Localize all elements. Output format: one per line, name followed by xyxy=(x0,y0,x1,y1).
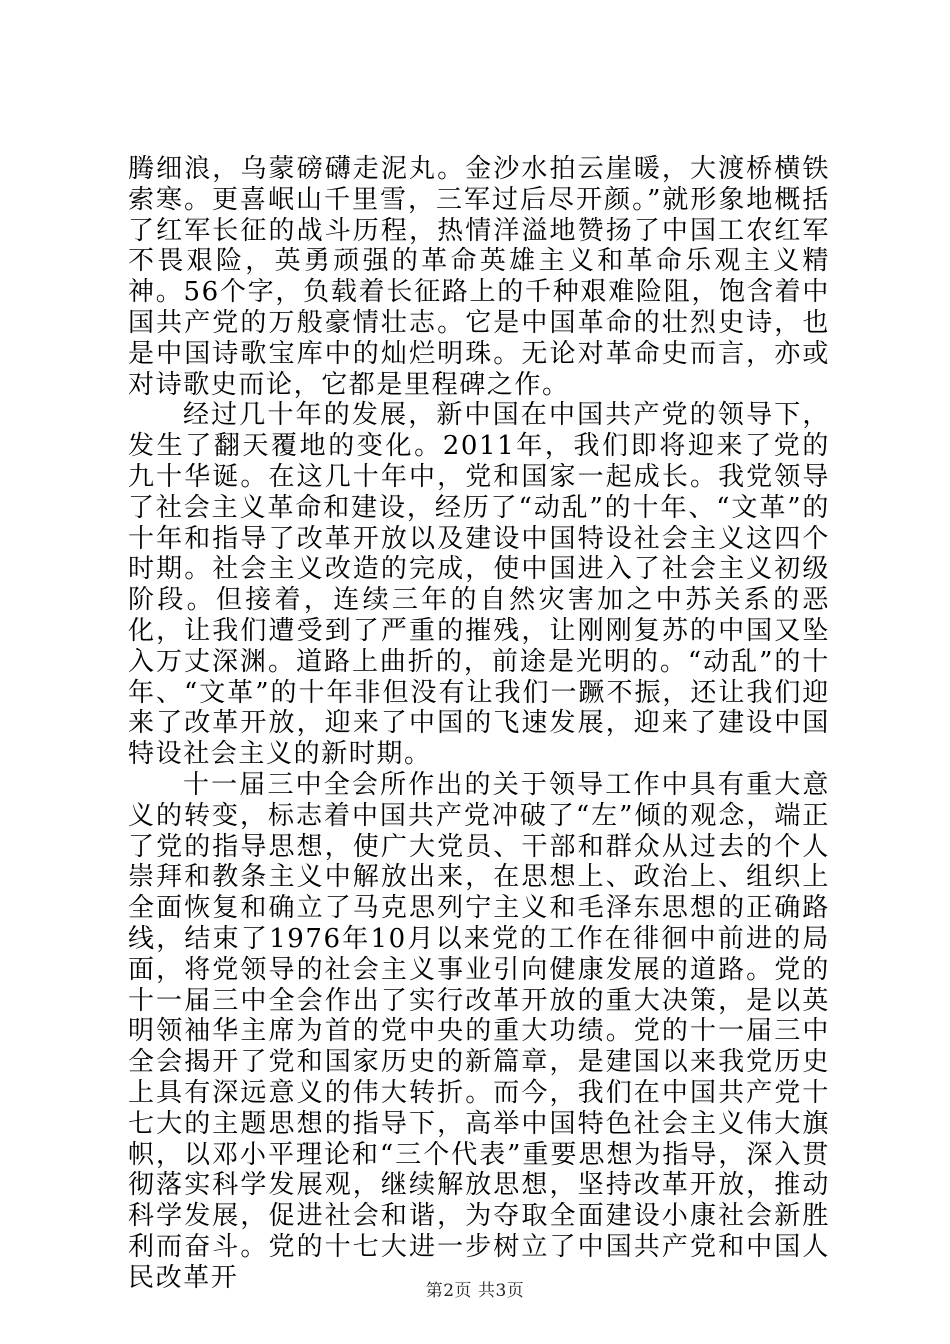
page-number-footer: 第2页 共3页 xyxy=(425,1281,525,1301)
document-body xyxy=(128,154,830,1293)
paragraph-1: 腾细浪，乌蒙磅礴走泥丸。金沙水拍云崖暖，大渡桥横铁索寒。更喜岷山千里雪，三军过后尽开颜。”就形象地概括了红军长征的战斗历程，热情洋溢地赞扬了中国工农红军不畏艰险，英勇顽强的革命英雄主义和革命乐观主义精神。56个字，负载着长征路上的千种艰难险阻，饱含着中国共产党的万般豪情壮志。它是中国革命的壮烈史诗，也是中国诗歌宝库中的灿烂明珠。无论对革命史而言，亦或对诗歌史而论，它都是里程碑之作。 xyxy=(128,154,830,400)
paragraph-2: 经过几十年的发展，新中国在中国共产党的领导下，发生了翻天覆地的变化。2011年，我们即将迎来了党的九十华诞。在这几十年中，党和国家一起成长。我党领导了社会主义革命和建设，经历了“动乱”的十年、“文革”的十年和指导了改革开放以及建设中国特设社会主义这四个时期。社会主义改造的完成，使中国进入了社会主义初级阶段。但接着，连续三年的自然灾害加之中苏关系的恶化，让我们遭受到了严重的摧残，让刚刚复苏的中国又坠入万丈深渊。道路上曲折的，前途是光明的。“动乱”的十年、“文革”的十年非但没有让我们一蹶不振，还让我们迎来了改革开放，迎来了中国的飞速发展，迎来了建设中国特设社会主义的新时期。 xyxy=(128,400,830,770)
paragraph-3: 十一届三中全会所作出的关于领导工作中具有重大意义的转变，标志着中国共产党冲破了“左”倾的观念，端正了党的指导思想，使广大党员、干部和群众从过去的个人崇拜和教条主义中解放出来，在思想上、政治上、组织上全面恢复和确立了马克思列宁主义和毛泽东思想的正确路线，结束了1976年10月以来党的工作在徘徊中前进的局面，将党领导的社会主义事业引向健康发展的道路。党的十一届三中全会作出了实行改革开放的重大决策，是以英明领袖华主席为首的党中央的重大功绩。党的十一届三中全会揭开了党和国家历史的新篇章，是建国以来我党历史上具有深远意义的伟大转折。而今，我们在中国共产党十七大的主题思想的指导下，高举中国特色社会主义伟大旗帜，以邓小平理论和“三个代表”重要思想为指导，深入贯彻落实科学发展观，继续解放思想，坚持改革开放，推动科学发展，促进社会和谐，为夺取全面建设小康社会新胜利而奋斗。党的十七大进一步树立了中国共产党和中国人民改革开 xyxy=(128,769,830,1293)
